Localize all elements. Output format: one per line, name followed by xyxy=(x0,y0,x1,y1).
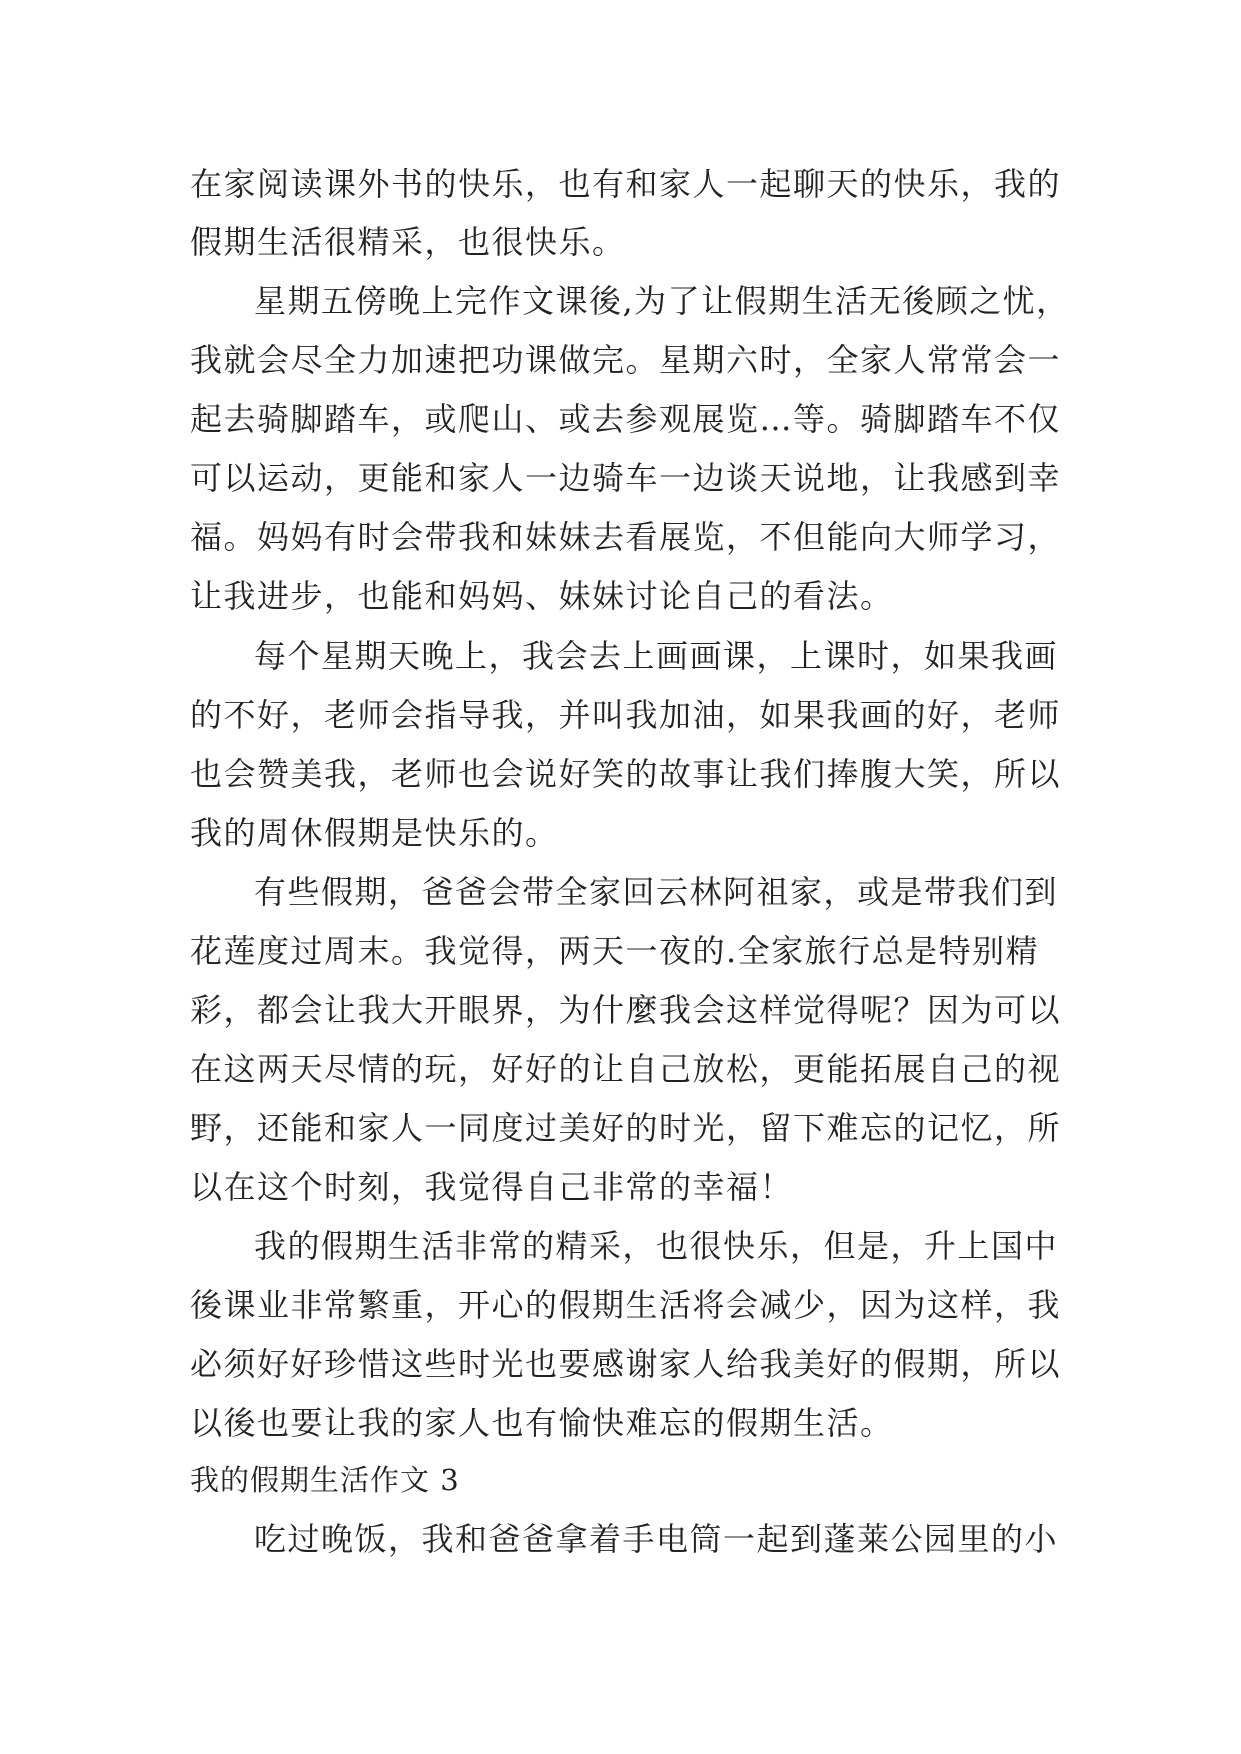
section-heading: 我的假期生活作文 3 xyxy=(190,1463,460,1497)
text-line: 後课业非常繁重，开心的假期生活将会减少，因为这样，我 xyxy=(190,1286,1062,1324)
paragraph-first-line: 吃过晚饭，我和爸爸拿着手电筒一起到蓬莱公园里的小 xyxy=(254,1520,1059,1558)
text-line: 必须好好珍惜这些时光也要感谢家人给我美好的假期，所以 xyxy=(190,1345,1062,1383)
text-line: 可以运动，更能和家人一边骑车一边谈天说地，让我感到幸 xyxy=(190,459,1062,497)
text-line: 福。妈妈有时会带我和妹妹去看展览，不但能向大师学习， xyxy=(190,518,1062,556)
text-line: 彩，都会让我大开眼界，为什麼我会这样觉得呢？因为可以 xyxy=(190,991,1062,1029)
paragraph-first-line: 有些假期，爸爸会带全家回云林阿祖家，或是带我们到 xyxy=(254,873,1059,911)
text-line: 起去骑脚踏车，或爬山、或去参观展览…等。骑脚踏车不仅 xyxy=(190,400,1062,438)
text-line: 的不好，老师会指导我，并叫我加油，如果我画的好，老师 xyxy=(190,696,1062,734)
text-line: 花莲度过周末。我觉得，两天一夜的.全家旅行总是特别精 xyxy=(190,932,1040,970)
text-line: 以在这个时刻，我觉得自己非常的幸福！ xyxy=(190,1168,794,1206)
text-line: 假期生活很精采，也很快乐。 xyxy=(190,223,626,261)
text-line: 以後也要让我的家人也有愉快难忘的假期生活。 xyxy=(190,1404,894,1442)
text-line: 在这两天尽情的玩，好好的让自己放松，更能拓展自己的视 xyxy=(190,1050,1062,1088)
paragraph-first-line: 我的假期生活非常的精采，也很快乐，但是，升上国中 xyxy=(254,1227,1059,1265)
text-line: 野，还能和家人一同度过美好的时光，留下难忘的记忆，所 xyxy=(190,1109,1062,1147)
text-line: 我的周休假期是快乐的。 xyxy=(190,814,559,852)
paragraph-first-line: 星期五傍晚上完作文课後,为了让假期生活无後顾之忧， xyxy=(254,282,1070,320)
text-line: 也会赞美我，老师也会说好笑的故事让我们捧腹大笑，所以 xyxy=(190,755,1062,793)
paragraph-first-line: 每个星期天晚上，我会去上画画课，上课时，如果我画 xyxy=(254,637,1059,675)
text-line: 让我进步，也能和妈妈、妹妹讨论自己的看法。 xyxy=(190,577,894,615)
text-line: 在家阅读课外书的快乐，也有和家人一起聊天的快乐，我的 xyxy=(190,165,1062,203)
text-line: 我就会尽全力加速把功课做完。星期六时，全家人常常会一 xyxy=(190,341,1062,379)
